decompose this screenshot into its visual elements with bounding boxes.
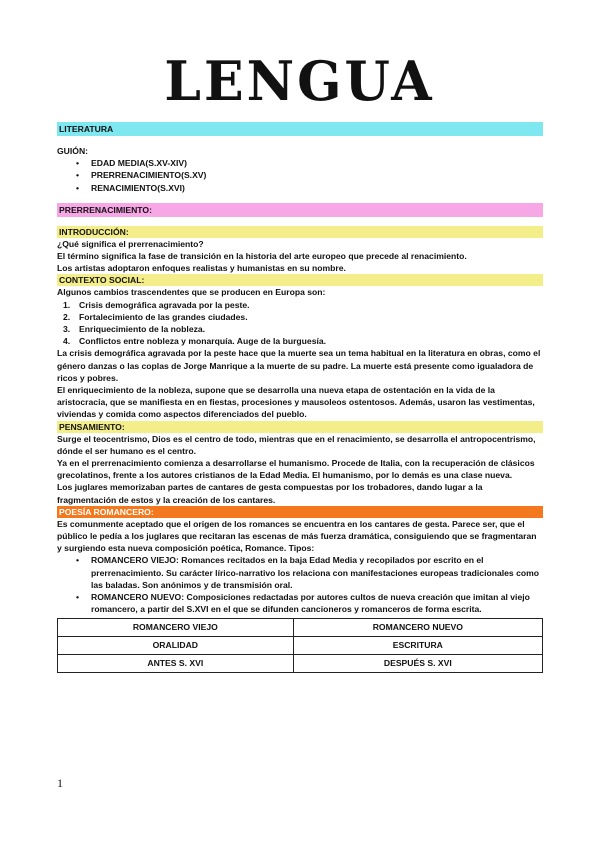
table-cell: ANTES S. XVI: [58, 654, 294, 672]
guion-item: • EDAD MEDIA(S.XV-XIV): [57, 157, 543, 169]
poesia-list: [57, 554, 543, 615]
contexto-item: 4. Conflictos entre nobleza y monarquía. Auge de la burguesía.: [63, 336, 327, 347]
section-prerrenacimiento: PRERRENACIMIENTO:: [57, 203, 543, 217]
pensamiento-paragraph: Ya en el prerrenacimiento comienza a desarrollarse el humanismo. Procede de Italia, con la recuperación de clásicos grecolatinos, frente a los autores cristianos de la Edad Media. El humanismo, por lo demás es una clase nueva.: [57, 458, 535, 481]
table-cell: ESCRITURA: [293, 636, 542, 654]
intro-line: Los artistas adoptaron enfoques realistas y humanistas en su nombre.: [57, 263, 346, 274]
contexto-item: 2. Fortalecimiento de las grandes ciudades.: [63, 311, 248, 322]
section-literatura: LITERATURA: [57, 122, 543, 136]
contexto-list: [57, 299, 543, 348]
table-row: [58, 654, 543, 672]
pensamiento-paragraph: Los juglares memorizaban partes de cantares de gesta compuestas por los trobadores, dando lugar a la fragmentación de estos y la creación de los cantares.: [57, 482, 483, 505]
table-cell: DESPUÉS S. XVI: [293, 654, 542, 672]
romancero-table: [57, 618, 543, 673]
guion-list: [57, 157, 543, 194]
guion-label: GUIÓN:: [57, 146, 89, 156]
guion-item: • PRERRENACIMIENTO(S.XV): [57, 169, 543, 181]
heading-pensamiento: PENSAMIENTO:: [57, 421, 543, 433]
contexto-item: 3. Enriquecimiento de la nobleza.: [63, 324, 206, 335]
poesia-item: • ROMANCERO VIEJO: Romances recitados en la baja Edad Media y recopilados por escrito en el prerrenacimiento. Su carácter lírico-narrativo los relaciona con manifestaciones europeas tradicionales como las baladas. Son anónimos y de transmisión oral.: [57, 554, 543, 591]
table-row: [58, 618, 543, 636]
intro-question: ¿Qué significa el prerrenacimiento?: [57, 238, 204, 249]
contexto-item: 1. Crisis demográfica agravada por la peste.: [63, 299, 250, 310]
table-cell: ROMANCERO VIEJO: [58, 618, 294, 636]
contexto-paragraph: La crisis demográfica agravada por la peste hace que la muerte sea un tema habitual en la literatura en obras, como el género danzas o las coplas de Jorge Manrique a la muerte de su padre. La muerte está presente como igualadora de ricos y pobres.: [57, 348, 541, 383]
table-cell: ORALIDAD: [58, 636, 294, 654]
poesia-item: • ROMANCERO NUEVO: Composiciones redactadas por autores cultos de nueva creación que imitan al viejo romancero, a partir del S.XVI en el que se difunden cancioneros y romanceros de forma escrita.: [57, 591, 543, 615]
heading-contexto-social: CONTEXTO SOCIAL:: [57, 274, 543, 286]
guion-item: • RENACIMIENTO(S.XVI): [57, 182, 543, 194]
heading-poesia-romancero: POESÍA ROMANCERO:: [57, 506, 543, 518]
page-title: LENGUA: [164, 49, 435, 114]
contexto-intro: Algunos cambios trascendentes que se producen en Europa son:: [57, 287, 326, 298]
intro-line: El término significa la fase de transición en la historia del arte europeo que precede al renacimiento.: [57, 251, 467, 262]
contexto-paragraph: El enriquecimiento de la nobleza, supone que se desarrolla una nueva etapa de ostentación en la vida de la aristocracia, que se manifiesta en en fiestas, procesiones y mausoleos ostentosos. Además, usaron las vestimentas, viviendas y comida como aspectos diferenciados del pueblo.: [57, 385, 535, 420]
table-row: [58, 636, 543, 654]
pensamiento-paragraph: Surge el teocentrismo, Dios es el centro de todo, mientras que en el renacimiento, se desarrolla el antropocentrismo, dónde el ser humano es el centro.: [57, 433, 536, 456]
page-number: 1: [57, 776, 63, 790]
table-cell: ROMANCERO NUEVO: [293, 618, 542, 636]
poesia-paragraph: Es comunmente aceptado que el origen de los romances se encuentra en los cantares de gesta. Parece ser, que el público le pedía a los juglares que recitaran las escenas de más fuerza dramática, consiguiendo que se fragmentaran y surgiendo esta nueva composición poética, Romance. Tipos:: [57, 518, 537, 554]
heading-introduccion: INTRODUCCIÓN:: [57, 226, 543, 238]
document-body: [57, 122, 543, 673]
